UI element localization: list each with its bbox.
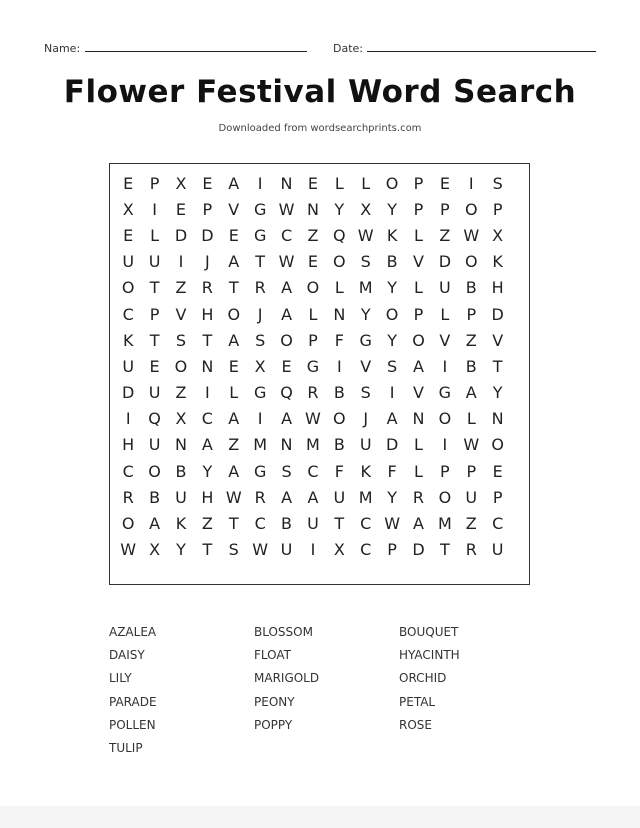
grid-letter: G: [306, 356, 320, 376]
grid-letter: T: [149, 278, 160, 298]
grid-letter: W: [278, 252, 295, 272]
grid-letter: O: [148, 461, 161, 481]
grid-letter: Y: [387, 199, 397, 219]
grid-letter: R: [465, 540, 477, 560]
grid-letter: K: [122, 330, 134, 350]
subtitle: Downloaded from wordsearchprints.com: [218, 123, 422, 134]
grid-letter: V: [439, 330, 451, 350]
word-list-item: AZALEA: [109, 625, 157, 639]
grid-letter: I: [336, 356, 342, 376]
grid-letter: A: [228, 409, 240, 429]
grid-letter: H: [122, 435, 135, 455]
grid-letter: C: [201, 409, 213, 429]
grid-letter: V: [175, 304, 187, 324]
grid-letter: V: [492, 330, 504, 350]
grid-letter: X: [149, 540, 161, 560]
grid-letter: S: [228, 540, 239, 560]
grid-letter: S: [281, 461, 292, 481]
grid-letter: E: [307, 173, 318, 193]
grid-letter: G: [253, 461, 267, 481]
word-list-item: LILY: [109, 671, 132, 686]
grid-letter: P: [440, 461, 450, 481]
grid-letter: P: [466, 461, 477, 481]
grid-letter: V: [413, 252, 424, 272]
grid-letter: J: [363, 409, 369, 429]
grid-letter: R: [412, 487, 425, 507]
grid-letter: D: [122, 383, 135, 403]
grid-letter: E: [439, 173, 450, 193]
grid-letter: O: [174, 356, 188, 376]
grid-letter: U: [148, 383, 161, 403]
grid-letter: E: [202, 173, 213, 193]
grid-letter: Z: [201, 514, 213, 534]
word-list-item: PETAL: [399, 694, 436, 709]
grid-letter: Y: [492, 383, 503, 403]
grid-letter: K: [360, 461, 371, 481]
grid-letter: O: [385, 304, 399, 324]
grid-letter: I: [468, 173, 474, 193]
grid-letter: D: [491, 304, 504, 324]
grid-letter: U: [359, 435, 372, 455]
grid-letter: P: [149, 173, 160, 193]
grid-letter: S: [255, 330, 266, 350]
grid-letter: P: [492, 199, 503, 219]
grid-letter: X: [175, 173, 187, 193]
grid-letter: Z: [175, 278, 187, 298]
grid-letter: G: [253, 225, 267, 245]
grid-letter: D: [201, 225, 214, 245]
grid-letter: A: [386, 409, 398, 429]
grid-letter: I: [178, 252, 184, 272]
grid-letter: U: [439, 278, 451, 298]
word-list-item: BLOSSOM: [254, 625, 313, 639]
grid-letter: B: [465, 356, 477, 376]
grid-letter: Z: [307, 225, 319, 245]
grid-letter: Z: [465, 514, 477, 534]
grid-letter: R: [122, 487, 134, 507]
grid-letter: Z: [175, 383, 187, 403]
grid-letter: L: [308, 304, 318, 324]
grid-letter: P: [308, 330, 318, 350]
grid-letter: L: [414, 225, 423, 245]
word-list-item: DAISY: [109, 648, 145, 663]
grid-letter: N: [174, 435, 187, 455]
grid-letter: N: [280, 173, 293, 193]
grid-letter: B: [465, 278, 477, 298]
grid-letter: E: [123, 225, 134, 245]
grid-letter: U: [307, 514, 319, 534]
word-list-item: ORCHID: [399, 671, 447, 686]
grid-letter: L: [150, 225, 160, 245]
grid-letter: U: [122, 356, 135, 376]
grid-letter: W: [305, 409, 321, 429]
grid-letter: P: [413, 304, 424, 324]
letter-grid: [115, 170, 525, 563]
grid-letter: P: [440, 199, 450, 219]
grid-letter: O: [333, 252, 346, 272]
grid-letter: I: [152, 199, 157, 219]
grid-letter: W: [357, 225, 374, 245]
grid-letter: P: [149, 304, 160, 324]
grid-letter: E: [281, 356, 292, 376]
grid-letter: O: [333, 409, 346, 429]
grid-letter: J: [257, 304, 263, 324]
grid-letter: T: [255, 252, 266, 272]
grid-letter: Y: [176, 540, 186, 560]
grid-letter: K: [175, 514, 187, 534]
word-list-item: POPPY: [254, 717, 293, 732]
grid-letter: Z: [228, 435, 240, 455]
grid-letter: R: [254, 487, 266, 507]
grid-letter: Y: [360, 304, 371, 324]
grid-letter: T: [439, 540, 450, 560]
grid-letter: E: [228, 356, 239, 376]
grid-letter: X: [122, 199, 134, 219]
word-list-item: ROSE: [399, 717, 432, 732]
grid-letter: E: [492, 461, 503, 481]
grid-letter: E: [175, 199, 187, 219]
grid-letter: M: [437, 514, 452, 534]
word-list-item: FLOAT: [254, 648, 292, 663]
grid-letter: W: [120, 540, 137, 560]
grid-letter: B: [333, 383, 345, 403]
grid-letter: U: [465, 487, 478, 507]
grid-letter: T: [202, 330, 213, 350]
grid-letter: N: [333, 304, 346, 324]
grid-letter: S: [360, 252, 371, 272]
grid-letter: G: [253, 383, 267, 403]
grid-letter: P: [413, 173, 424, 193]
word-list-item: PARADE: [109, 694, 157, 709]
grid-letter: B: [281, 514, 293, 534]
grid-letter: D: [385, 435, 399, 455]
grid-letter: A: [307, 487, 319, 507]
grid-letter: T: [228, 514, 239, 534]
grid-letter: D: [174, 225, 188, 245]
date-label: Date:: [333, 42, 363, 55]
grid-letter: S: [360, 383, 371, 403]
grid-letter: N: [412, 409, 425, 429]
word-list-item: HYACINTH: [399, 648, 460, 663]
grid-letter: Y: [387, 487, 397, 507]
grid-letter: I: [125, 409, 131, 429]
grid-letter: G: [438, 383, 452, 403]
grid-letter: I: [442, 356, 448, 376]
grid-letter: O: [280, 330, 293, 350]
grid-letter: A: [228, 252, 240, 272]
word-list-item: MARIGOLD: [254, 671, 320, 686]
grid-letter: F: [334, 461, 344, 481]
grid-letter: C: [360, 540, 372, 560]
grid-letter: H: [201, 487, 214, 507]
grid-letter: U: [280, 540, 293, 560]
name-label: Name:: [44, 42, 81, 55]
grid-letter: L: [440, 304, 450, 324]
grid-letter: U: [122, 252, 135, 272]
grid-letter: V: [228, 199, 240, 219]
grid-letter: A: [281, 487, 293, 507]
grid-letter: W: [463, 435, 480, 455]
grid-letter: Y: [387, 278, 397, 298]
word-list: [109, 624, 549, 763]
grid-letter: U: [148, 252, 161, 272]
grid-letter: K: [386, 225, 398, 245]
grid-letter: X: [254, 356, 266, 376]
grid-letter: Y: [387, 330, 397, 350]
grid-letter: L: [414, 461, 423, 481]
grid-letter: E: [149, 356, 160, 376]
grid-letter: P: [413, 199, 424, 219]
grid-letter: L: [414, 435, 423, 455]
grid-letter: P: [202, 199, 213, 219]
grid-letter: K: [492, 252, 503, 272]
grid-letter: A: [413, 514, 424, 534]
grid-letter: I: [257, 409, 263, 429]
grid-letter: I: [310, 540, 316, 560]
grid-letter: C: [492, 514, 504, 534]
grid-letter: O: [121, 514, 135, 534]
grid-letter: B: [149, 487, 161, 507]
grid-letter: O: [491, 435, 504, 455]
name-line: [85, 51, 307, 52]
date-line: [367, 51, 596, 52]
grid-letter: U: [333, 487, 346, 507]
grid-letter: N: [280, 435, 293, 455]
grid-letter: M: [358, 278, 373, 298]
grid-letter: Z: [439, 225, 451, 245]
grid-letter: C: [254, 514, 266, 534]
word-list-item: BOUQUET: [399, 625, 459, 639]
grid-letter: Q: [333, 225, 346, 245]
grid-letter: I: [389, 383, 395, 403]
grid-letter: S: [175, 330, 187, 350]
grid-letter: L: [361, 173, 371, 193]
grid-letter: A: [281, 278, 293, 298]
grid-letter: X: [360, 199, 372, 219]
grid-letter: L: [334, 278, 344, 298]
grid-letter: F: [334, 330, 344, 350]
grid-letter: N: [201, 356, 214, 376]
grid-letter: Q: [148, 409, 161, 429]
grid-letter: M: [253, 435, 268, 455]
grid-letter: S: [387, 356, 398, 376]
grid-letter: T: [334, 514, 345, 534]
grid-letter: A: [149, 514, 161, 534]
grid-letter: C: [307, 461, 319, 481]
grid-letter: C: [122, 461, 134, 481]
grid-letter: G: [359, 330, 372, 350]
grid-letter: A: [413, 356, 424, 376]
grid-letter: B: [175, 461, 187, 481]
grid-letter: A: [281, 409, 293, 429]
grid-letter: O: [306, 278, 320, 298]
grid-letter: L: [229, 383, 239, 403]
grid-letter: X: [492, 225, 504, 245]
grid-letter: T: [492, 356, 503, 376]
grid-letter: U: [148, 435, 161, 455]
grid-letter: X: [175, 409, 187, 429]
grid-letter: R: [254, 278, 266, 298]
grid-letter: U: [491, 540, 504, 560]
grid-letter: A: [228, 173, 240, 193]
grid-letter: I: [205, 383, 210, 403]
page-title: Flower Festival Word Search: [63, 74, 577, 110]
grid-letter: E: [307, 252, 318, 272]
grid-letter: O: [121, 278, 135, 298]
grid-letter: W: [278, 199, 295, 219]
grid-letter: X: [333, 540, 345, 560]
grid-letter: O: [385, 173, 399, 193]
grid-letter: M: [358, 487, 373, 507]
grid-letter: C: [360, 514, 372, 534]
grid-letter: D: [438, 252, 452, 272]
grid-letter: V: [413, 383, 424, 403]
grid-letter: D: [412, 540, 425, 560]
grid-letter: Z: [465, 330, 477, 350]
grid-letter: O: [438, 409, 452, 429]
grid-letter: N: [491, 409, 504, 429]
grid-letter: A: [281, 304, 293, 324]
grid-letter: O: [464, 199, 478, 219]
grid-letter: G: [253, 199, 267, 219]
word-list-item: PEONY: [254, 694, 295, 709]
grid-letter: W: [252, 540, 269, 560]
grid-letter: B: [386, 252, 398, 272]
grid-letter: I: [442, 435, 448, 455]
grid-letter: A: [228, 330, 240, 350]
grid-letter: T: [202, 540, 213, 560]
grid-letter: L: [414, 278, 423, 298]
grid-letter: S: [492, 173, 503, 193]
grid-letter: M: [306, 435, 320, 455]
grid-letter: C: [280, 225, 293, 245]
grid-letter: W: [384, 514, 401, 534]
grid-letter: A: [201, 435, 213, 455]
grid-letter: U: [175, 487, 187, 507]
grid-letter: L: [334, 173, 344, 193]
grid-letter: W: [225, 487, 242, 507]
footer-band: [0, 806, 640, 828]
grid-letter: E: [123, 173, 134, 193]
grid-letter: P: [466, 304, 477, 324]
grid-letter: A: [228, 461, 240, 481]
grid-letter: Y: [202, 461, 213, 481]
grid-letter: R: [307, 383, 319, 403]
grid-letter: B: [333, 435, 345, 455]
grid-letter: C: [122, 304, 134, 324]
grid-letter: O: [438, 487, 452, 507]
grid-letter: O: [227, 304, 241, 324]
grid-letter: P: [387, 540, 397, 560]
word-list-item: POLLEN: [109, 717, 156, 732]
grid-letter: R: [201, 278, 213, 298]
grid-letter: O: [464, 252, 478, 272]
grid-letter: T: [228, 278, 239, 298]
grid-letter: Q: [280, 383, 293, 403]
grid-letter: L: [466, 409, 476, 429]
grid-letter: J: [205, 252, 210, 272]
grid-letter: H: [201, 304, 214, 324]
grid-letter: P: [492, 487, 503, 507]
grid-letter: Y: [334, 199, 345, 219]
grid-letter: I: [257, 173, 263, 193]
grid-letter: H: [491, 278, 504, 298]
grid-letter: W: [463, 225, 480, 245]
grid-letter: A: [465, 383, 477, 403]
word-list-item: TULIP: [109, 740, 143, 755]
grid-letter: F: [387, 461, 397, 481]
grid-letter: V: [360, 356, 372, 376]
grid-letter: E: [228, 225, 239, 245]
grid-letter: O: [412, 330, 425, 350]
grid-letter: N: [306, 199, 319, 219]
grid-letter: T: [149, 330, 160, 350]
